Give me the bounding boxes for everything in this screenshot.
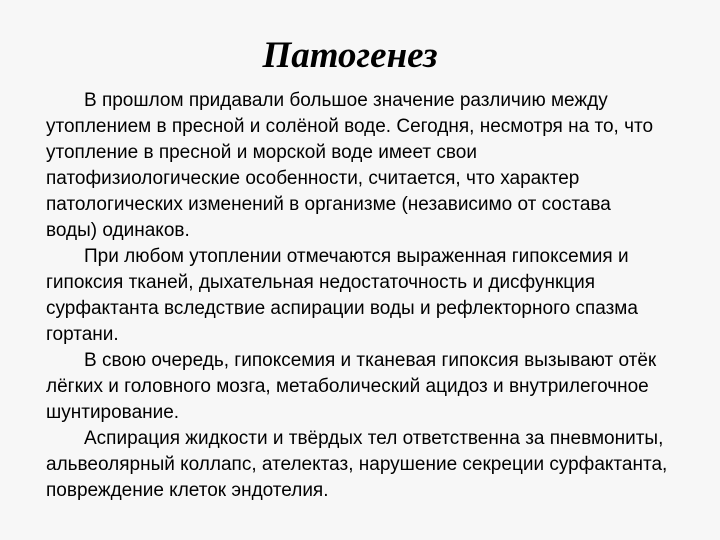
text-line: утоплением в пресной и солёной воде. Сегодня, несмотря на то, что (46, 116, 654, 137)
paragraph-4 (46, 426, 702, 504)
paragraph-3 (46, 348, 702, 426)
text-line: гипоксия тканей, дыхательная недостаточность и дисфункция (46, 272, 596, 293)
text-line: утопление в пресной и морской воде имеет свои (46, 142, 477, 163)
paragraph-1 (46, 88, 702, 244)
paragraph-2 (46, 244, 702, 348)
text-line: гортани. (46, 324, 119, 345)
text-line: патофизиологические особенности, считается, что характер (46, 168, 580, 189)
text-line: шунтирование. (46, 402, 180, 423)
text-line: В свою очередь, гипоксемия и тканевая гипоксия вызывают отёк (84, 350, 657, 371)
text-line: альвеолярный коллапс, ателектаз, нарушение секреции сурфактанта, (46, 454, 668, 475)
slide-body (46, 88, 702, 504)
text-line: воды) одинаков. (46, 220, 190, 241)
text-line: повреждение клеток эндотелия. (46, 480, 329, 501)
text-line: лёгких и головного мозга, метаболический ацидоз и внутрилегочное (46, 376, 649, 397)
text-line: сурфактанта вследствие аспирации воды и рефлекторного спазма (46, 298, 638, 319)
text-line: При любом утоплении отмечаются выраженная гипоксемия и (84, 246, 629, 267)
slide-title: Патогенез (262, 35, 438, 76)
text-line: патологических изменений в организме (независимо от состава (46, 194, 611, 215)
text-line: В прошлом придавали большое значение различию между (84, 90, 608, 111)
text-line: Аспирация жидкости и твёрдых тел ответственна за пневмониты, (84, 428, 664, 449)
